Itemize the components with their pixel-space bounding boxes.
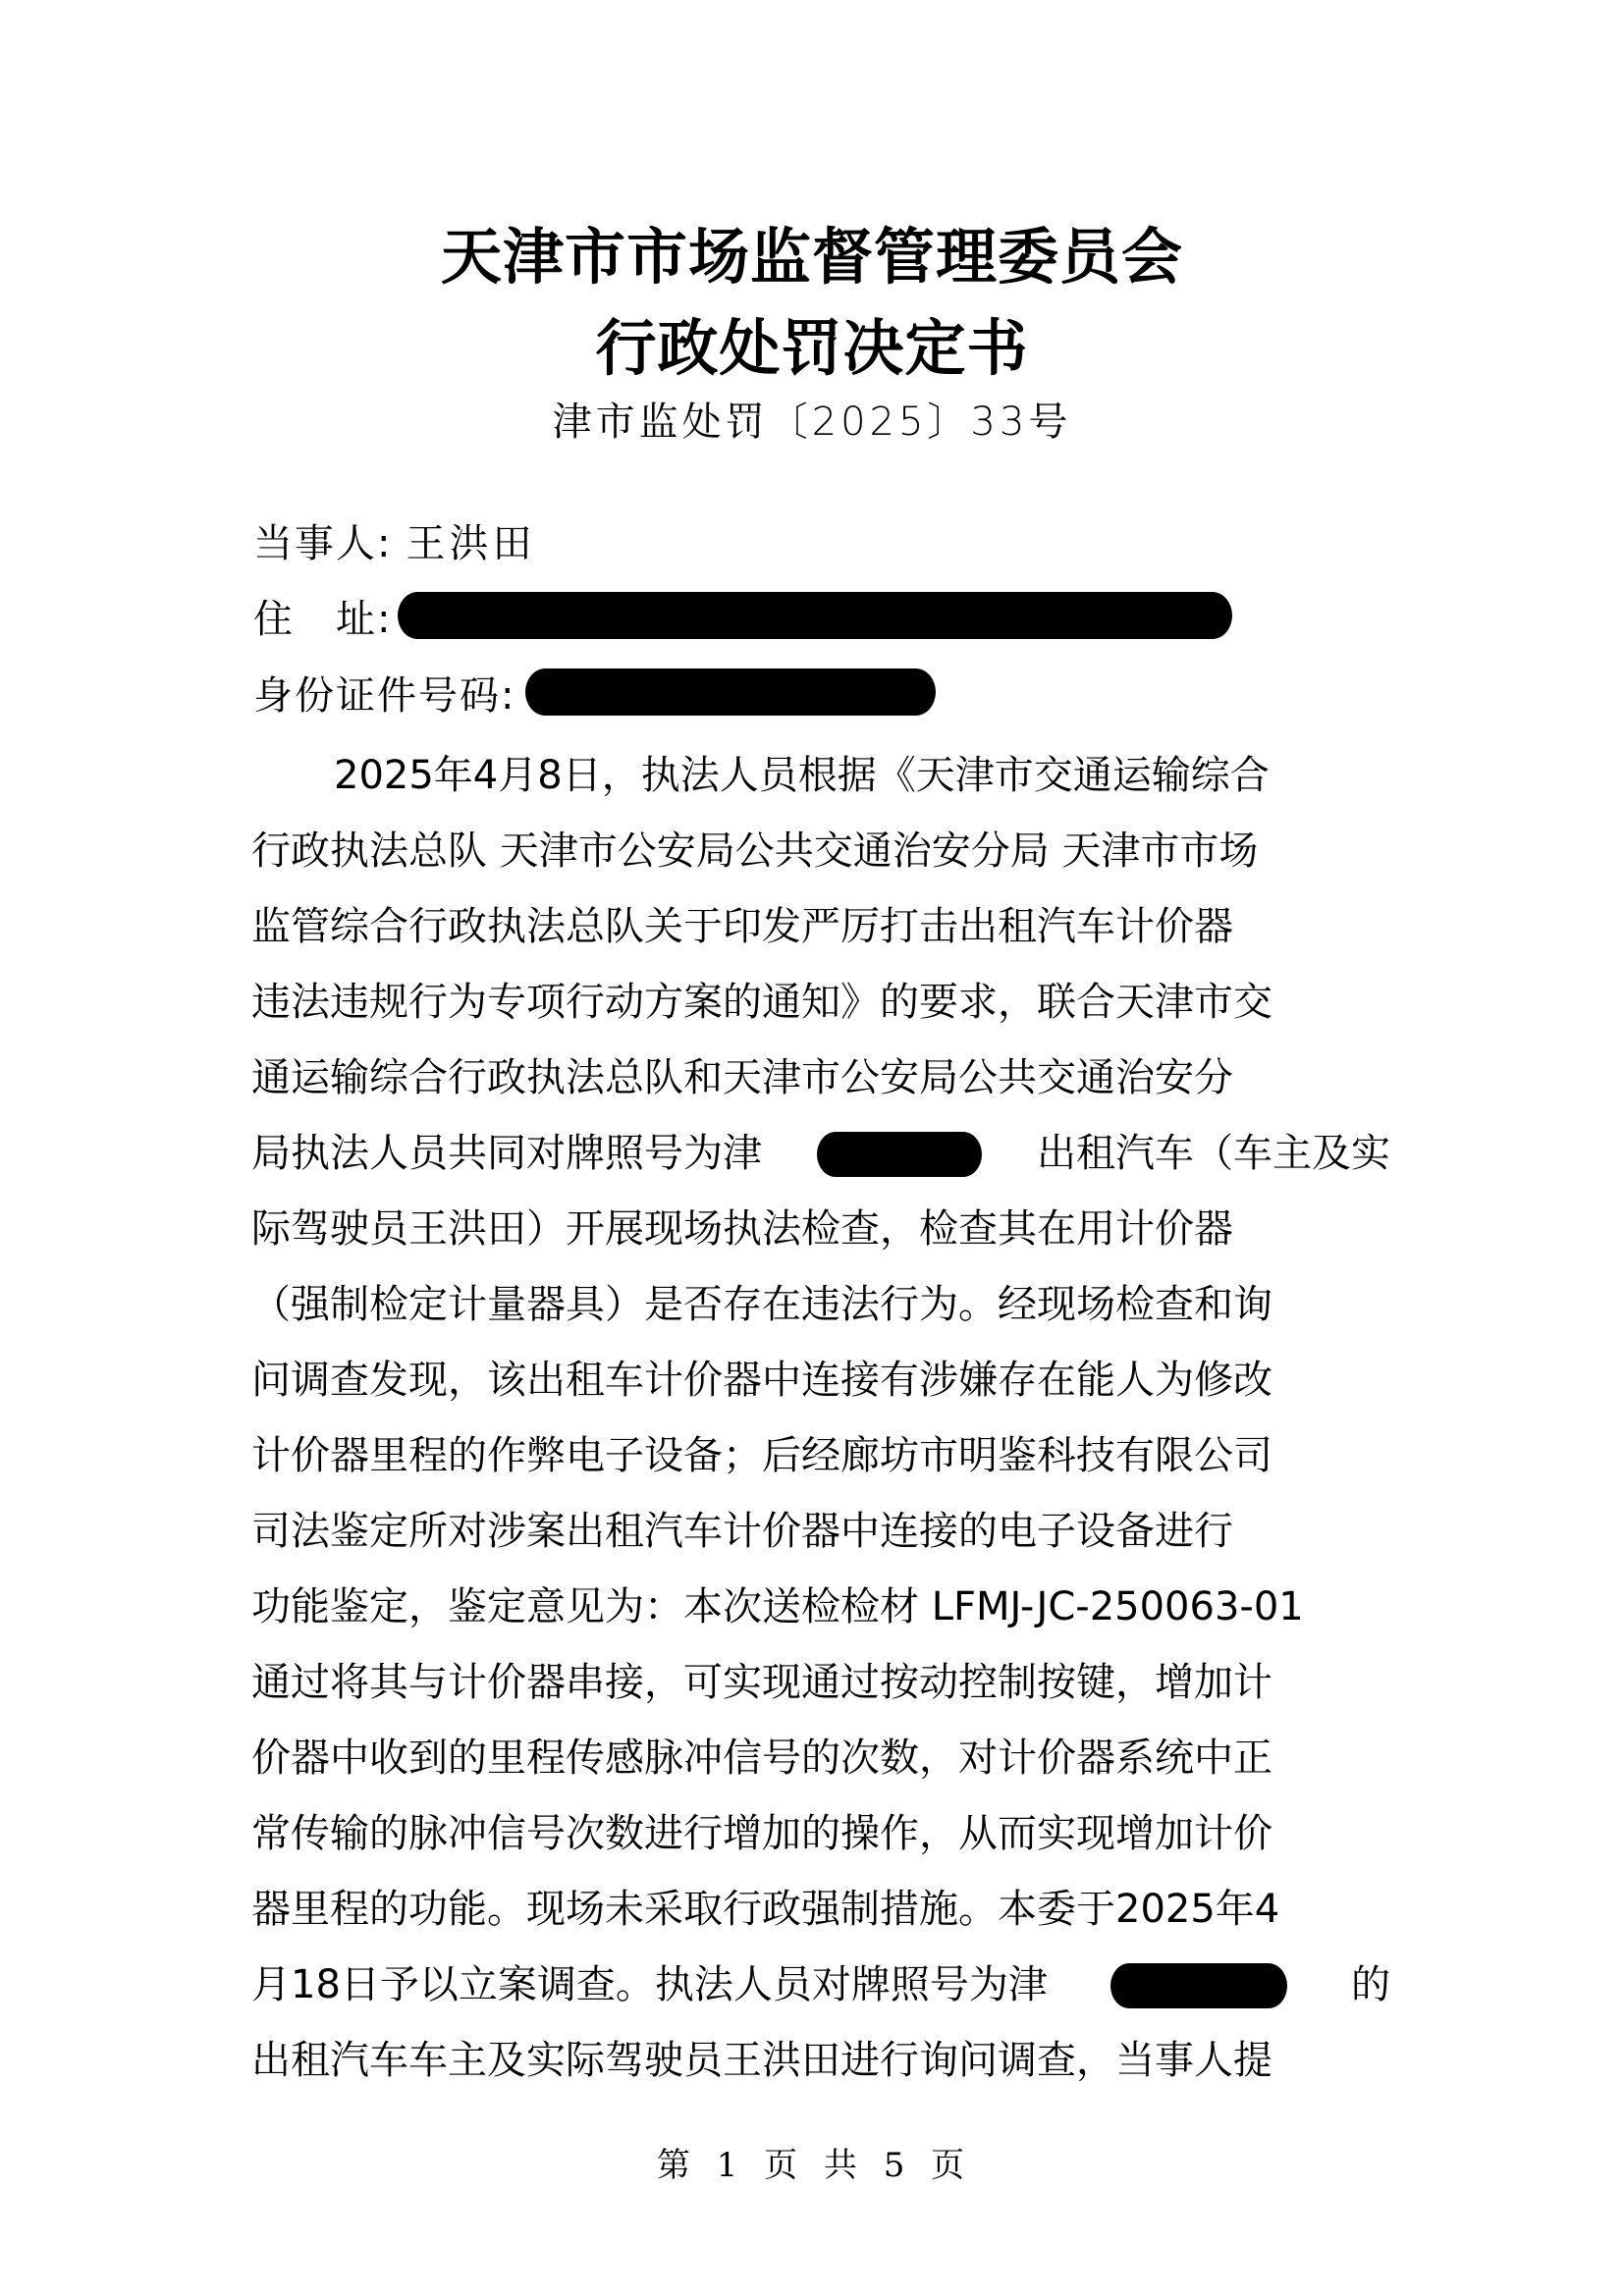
party-id-label: 身份证件号码: — [253, 672, 516, 719]
party-address-label: 住 址: — [253, 596, 393, 642]
body-line: 通过将其与计价器串接，可实现通过按动控制按键，增加计 — [251, 1660, 1272, 1705]
body-line: 局执法人员共同对牌照号为津 出租汽车（车主及实 — [251, 1131, 1390, 1176]
decision-body-text — [251, 738, 1390, 2099]
id-redaction-bar — [525, 668, 936, 716]
document-title-issuer: 天津市市场监督管理委员会 — [440, 221, 1183, 293]
body-line: 常传输的脉冲信号次数进行增加的操作，从而实现增加计价 — [251, 1811, 1272, 1856]
party-name-value: 王洪田 — [406, 520, 536, 566]
body-line: 价器中收到的里程传感脉冲信号的次数，对计价器系统中正 — [251, 1735, 1272, 1781]
plate-number-redaction-bar — [817, 1132, 982, 1177]
body-line: 问调查发现，该出租车计价器中连接有涉嫌存在能人为修改 — [251, 1358, 1272, 1403]
body-line: 2025年4月8日，执法人员根据《天津市交通运输综合 — [334, 753, 1270, 798]
plate-number-redaction-bar — [1110, 1963, 1287, 2008]
party-name-label: 当事人: — [253, 520, 393, 566]
page-number-footer: 第 1 页 共 5 页 — [656, 2146, 968, 2185]
body-line: 际驾驶员王洪田）开展现场执法检查，检查其在用计价器 — [251, 1206, 1233, 1252]
party-id-row — [253, 663, 936, 721]
body-line: 器里程的功能。现场未采取行政强制措施。本委于2025年4 — [251, 1887, 1280, 1932]
body-line: 行政执法总队 天津市公安局公共交通治安分局 天津市市场 — [251, 828, 1259, 874]
body-line: （强制检定计量器具）是否存在违法行为。经现场检查和询 — [251, 1282, 1272, 1327]
body-line: 监管综合行政执法总队关于印发严厉打击出租汽车计价器 — [251, 904, 1233, 949]
party-address-row — [253, 586, 1232, 645]
body-line: 出租汽车车主及实际驾驶员王洪田进行询问调查，当事人提 — [251, 2038, 1272, 2083]
body-line: 违法违规行为专项行动方案的通知》的要求，联合天津市交 — [251, 980, 1272, 1025]
body-line: 司法鉴定所对涉案出租汽车计价器中连接的电子设备进行 — [251, 1509, 1233, 1554]
body-line: 通运输综合行政执法总队和天津市公安局公共交通治安分 — [251, 1055, 1233, 1100]
party-name-row — [253, 510, 535, 569]
document-title-type: 行政处罚决定书 — [595, 312, 1029, 384]
body-line: 功能鉴定，鉴定意见为：本次送检检材 LFMJ-JC-250063-01 — [251, 1584, 1304, 1629]
body-line: 月18日予以立案调查。执法人员对牌照号为津 的 — [251, 1962, 1390, 2007]
address-redaction-bar — [398, 592, 1232, 639]
body-line: 计价器里程的作弊电子设备；后经廊坊市明鉴科技有限公司 — [251, 1433, 1272, 1478]
document-number: 津市监处罚〔2025〕33号 — [552, 400, 1072, 445]
